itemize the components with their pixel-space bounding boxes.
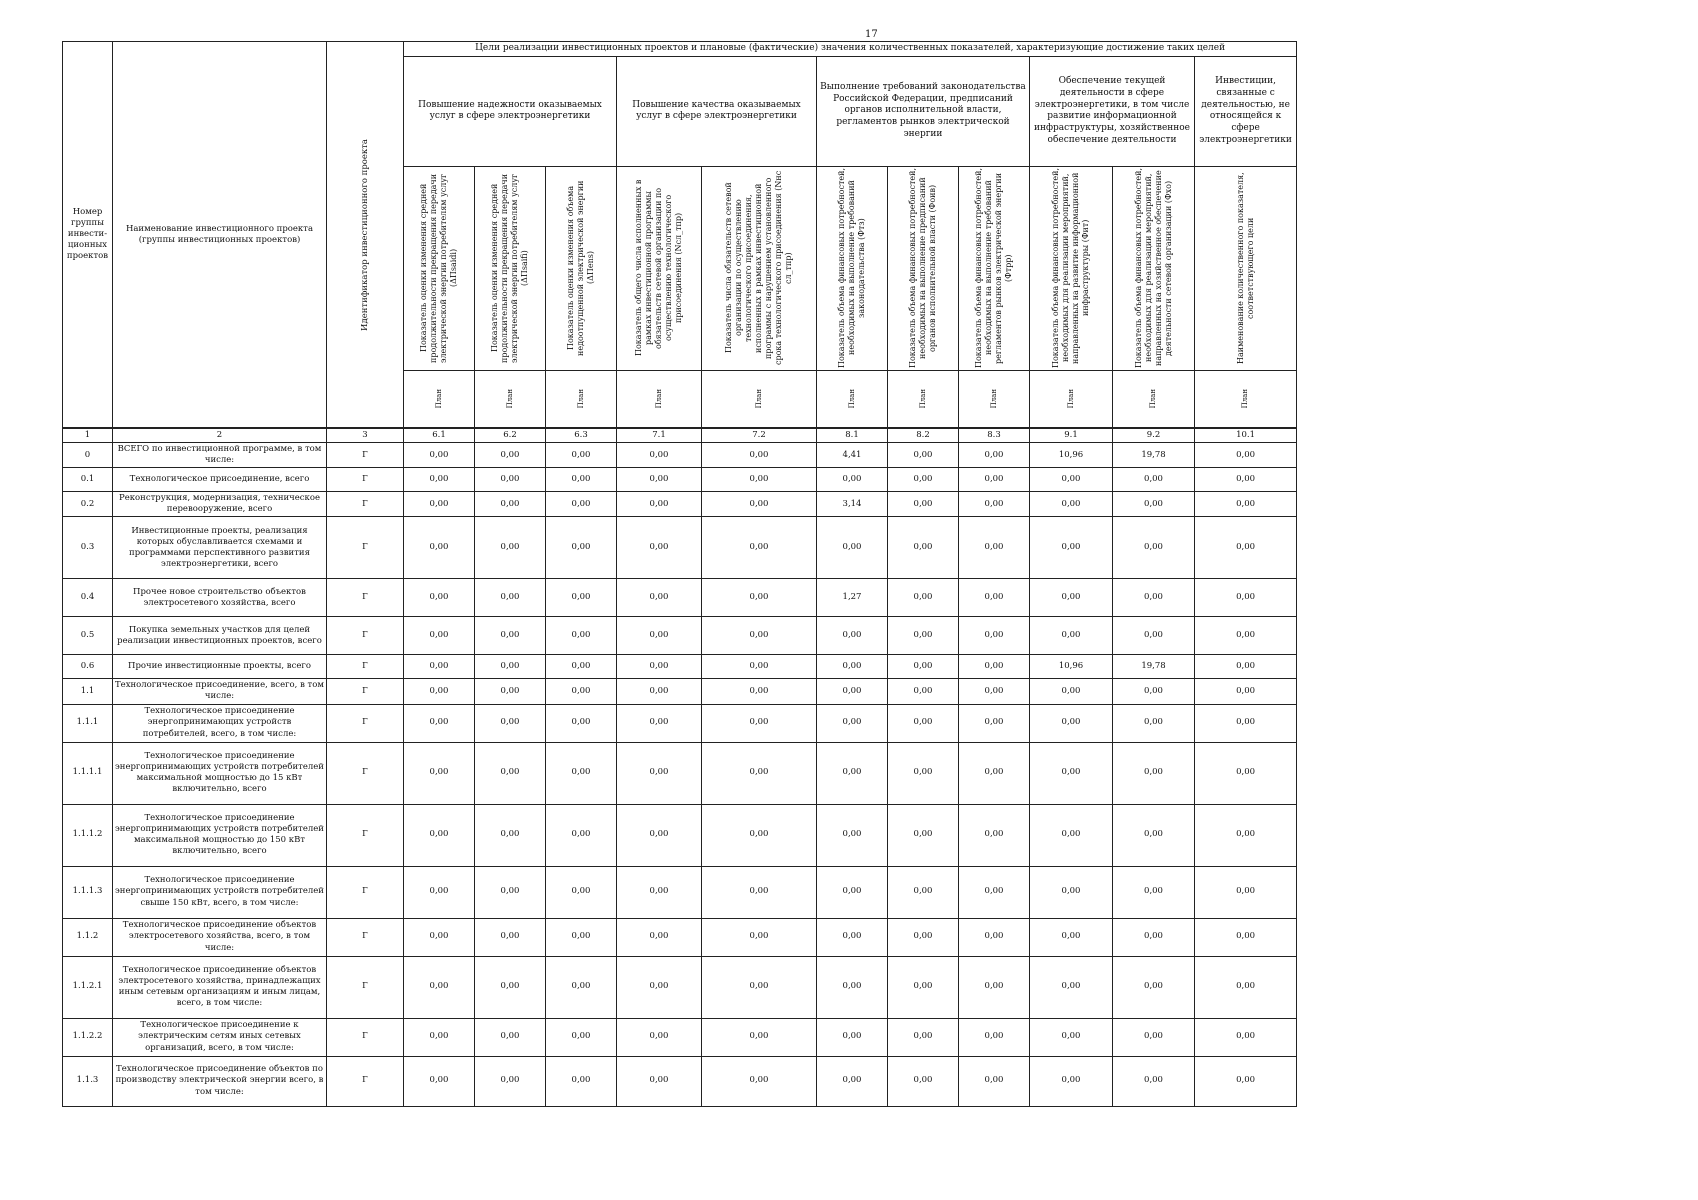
row-number: 1.1.2.2 bbox=[63, 1018, 113, 1056]
column-number: 7.1 bbox=[617, 428, 702, 443]
row-project-name: Реконструкция, модернизация, техническое перевооружение, всего bbox=[113, 492, 327, 517]
row-value: 0,00 bbox=[702, 579, 817, 617]
row-value: 0,00 bbox=[1195, 742, 1297, 804]
table-row bbox=[63, 468, 1297, 492]
column-number: 9.2 bbox=[1113, 428, 1195, 443]
column-number: 6.1 bbox=[404, 428, 475, 443]
header-indicator: Показатель объема финансовых потребностей, необходимых для реализации мероприятий, направленных на хозяйственное обеспечение деятельности сетевой организации (Фхо) bbox=[1113, 166, 1195, 370]
row-value: 0,00 bbox=[617, 679, 702, 704]
row-value: 0,00 bbox=[617, 956, 702, 1018]
header-plan-label: План bbox=[1195, 370, 1297, 428]
row-number: 1.1.1.1 bbox=[63, 742, 113, 804]
row-value: 0,00 bbox=[1195, 704, 1297, 742]
header-indicator: Показатель общего числа исполненных в рамках инвестиционной программы обязательств сетевой организации по осуществлению технологического присоединения (Nсл_тпр) bbox=[617, 166, 702, 370]
row-value: 0,00 bbox=[404, 804, 475, 866]
row-value: 0,00 bbox=[817, 517, 888, 579]
row-value: 0,00 bbox=[1030, 704, 1113, 742]
row-value: 0,00 bbox=[404, 704, 475, 742]
row-value: 0,00 bbox=[1195, 866, 1297, 918]
column-number: 8.2 bbox=[888, 428, 959, 443]
row-value: 0,00 bbox=[1113, 517, 1195, 579]
row-value: 0,00 bbox=[1030, 468, 1113, 492]
header-plan-label: План bbox=[546, 370, 617, 428]
row-value: 0,00 bbox=[404, 517, 475, 579]
row-number: 1.1.2.1 bbox=[63, 956, 113, 1018]
row-value: 0,00 bbox=[617, 704, 702, 742]
header-plan-label: План bbox=[617, 370, 702, 428]
row-value: 0,00 bbox=[475, 918, 546, 956]
row-value: 0,00 bbox=[1113, 956, 1195, 1018]
row-value: 0,00 bbox=[617, 918, 702, 956]
row-number: 1.1.3 bbox=[63, 1056, 113, 1106]
row-value: 0,00 bbox=[475, 704, 546, 742]
row-value: 0,00 bbox=[617, 866, 702, 918]
row-number: 1.1.2 bbox=[63, 918, 113, 956]
row-value: 0,00 bbox=[617, 443, 702, 468]
header-plan-label: План bbox=[702, 370, 817, 428]
row-number: 1.1.1 bbox=[63, 704, 113, 742]
row-value: 0,00 bbox=[888, 617, 959, 655]
row-value: 0,00 bbox=[959, 517, 1030, 579]
row-value: 0,00 bbox=[702, 1056, 817, 1106]
table-row bbox=[63, 866, 1297, 918]
column-number: 2 bbox=[113, 428, 327, 443]
row-value: 0,00 bbox=[617, 517, 702, 579]
row-value: 0,00 bbox=[1030, 617, 1113, 655]
row-value: 0,00 bbox=[404, 866, 475, 918]
header-group-quality: Повышение качества оказываемых услуг в сфере электроэнергетики bbox=[617, 56, 817, 166]
table-row bbox=[63, 492, 1297, 517]
row-project-id: Г bbox=[327, 918, 404, 956]
row-value: 0,00 bbox=[546, 492, 617, 517]
table-row bbox=[63, 655, 1297, 679]
header-plan-label: План bbox=[1113, 370, 1195, 428]
row-project-name: ВСЕГО по инвестиционной программе, в том числе: bbox=[113, 443, 327, 468]
row-value: 0,00 bbox=[1030, 866, 1113, 918]
row-value: 0,00 bbox=[404, 742, 475, 804]
row-value: 0,00 bbox=[475, 468, 546, 492]
row-value: 0,00 bbox=[888, 742, 959, 804]
row-value: 0,00 bbox=[1195, 579, 1297, 617]
column-number: 6.3 bbox=[546, 428, 617, 443]
row-value: 0,00 bbox=[404, 679, 475, 704]
row-value: 0,00 bbox=[817, 742, 888, 804]
row-value: 0,00 bbox=[959, 1018, 1030, 1056]
row-value: 0,00 bbox=[1113, 918, 1195, 956]
row-value: 0,00 bbox=[888, 804, 959, 866]
row-value: 0,00 bbox=[702, 804, 817, 866]
row-value: 0,00 bbox=[702, 468, 817, 492]
row-value: 0,00 bbox=[1030, 1056, 1113, 1106]
row-value: 0,00 bbox=[959, 804, 1030, 866]
row-value: 0,00 bbox=[475, 956, 546, 1018]
row-value: 0,00 bbox=[817, 1056, 888, 1106]
row-value: 0,00 bbox=[817, 866, 888, 918]
row-value: 0,00 bbox=[1113, 1056, 1195, 1106]
row-value: 0,00 bbox=[1195, 1018, 1297, 1056]
row-value: 0,00 bbox=[404, 617, 475, 655]
row-value: 0,00 bbox=[546, 918, 617, 956]
row-project-id: Г bbox=[327, 804, 404, 866]
header-indicator: Показатель оценки изменения объема недоотпущенной электрической энергии (ΔПens) bbox=[546, 166, 617, 370]
row-value: 0,00 bbox=[546, 579, 617, 617]
table-row bbox=[63, 617, 1297, 655]
column-number: 10.1 bbox=[1195, 428, 1297, 443]
row-value: 3,14 bbox=[817, 492, 888, 517]
row-value: 19,78 bbox=[1113, 443, 1195, 468]
column-number: 6.2 bbox=[475, 428, 546, 443]
header-indicator: Показатель оценки изменения средней продолжительности прекращения передачи электрической энергии потребителям услуг (ΔПsaifi) bbox=[475, 166, 546, 370]
row-value: 0,00 bbox=[404, 443, 475, 468]
row-value: 0,00 bbox=[475, 679, 546, 704]
table-row bbox=[63, 517, 1297, 579]
row-value: 0,00 bbox=[546, 956, 617, 1018]
row-value: 0,00 bbox=[1030, 679, 1113, 704]
row-value: 0,00 bbox=[546, 655, 617, 679]
row-value: 0,00 bbox=[817, 617, 888, 655]
row-value: 0,00 bbox=[888, 443, 959, 468]
page-number: 17 bbox=[865, 29, 878, 40]
row-value: 10,96 bbox=[1030, 443, 1113, 468]
column-number: 7.2 bbox=[702, 428, 817, 443]
row-value: 0,00 bbox=[888, 956, 959, 1018]
row-value: 0,00 bbox=[702, 866, 817, 918]
row-value: 0,00 bbox=[617, 655, 702, 679]
row-value: 0,00 bbox=[702, 1018, 817, 1056]
row-value: 0,00 bbox=[817, 704, 888, 742]
row-project-id: Г bbox=[327, 492, 404, 517]
investment-goals-table bbox=[62, 41, 1297, 1107]
row-value: 0,00 bbox=[959, 1056, 1030, 1106]
table-row bbox=[63, 679, 1297, 704]
row-value: 0,00 bbox=[404, 956, 475, 1018]
row-value: 0,00 bbox=[702, 704, 817, 742]
row-number: 0.1 bbox=[63, 468, 113, 492]
row-value: 0,00 bbox=[817, 804, 888, 866]
row-value: 0,00 bbox=[817, 918, 888, 956]
row-value: 0,00 bbox=[475, 443, 546, 468]
row-value: 0,00 bbox=[546, 866, 617, 918]
row-value: 0,00 bbox=[959, 866, 1030, 918]
row-value: 0,00 bbox=[959, 704, 1030, 742]
row-project-name: Технологическое присоединение энергопринимающих устройств потребителей максимальной мощностью до 150 кВт включительно, всего bbox=[113, 804, 327, 866]
header-project-name: Наименование инвестиционного проекта (группы инвестиционных проектов) bbox=[113, 42, 327, 429]
header-plan-label: План bbox=[888, 370, 959, 428]
row-value: 0,00 bbox=[475, 617, 546, 655]
column-number: 8.1 bbox=[817, 428, 888, 443]
header-project-id: Идентификатор инвестиционного проекта bbox=[327, 42, 404, 429]
header-indicator: Показатель объема финансовых потребностей, необходимых на выполнение требований регламентов рынков электрической энергии (Фтрр) bbox=[959, 166, 1030, 370]
row-value: 4,41 bbox=[817, 443, 888, 468]
row-project-id: Г bbox=[327, 443, 404, 468]
row-value: 0,00 bbox=[617, 492, 702, 517]
row-project-id: Г bbox=[327, 617, 404, 655]
row-value: 0,00 bbox=[546, 468, 617, 492]
row-value: 0,00 bbox=[1113, 1018, 1195, 1056]
row-number: 0.4 bbox=[63, 579, 113, 617]
header-group-legislation: Выполнение требований законодательства Российской Федерации, предписаний органов исполнительной власти, регламентов рынков электрической энергии bbox=[817, 56, 1030, 166]
row-value: 0,00 bbox=[1195, 918, 1297, 956]
row-value: 0,00 bbox=[888, 704, 959, 742]
row-value: 0,00 bbox=[1195, 617, 1297, 655]
table-row bbox=[63, 804, 1297, 866]
row-value: 0,00 bbox=[888, 517, 959, 579]
row-value: 0,00 bbox=[817, 1018, 888, 1056]
row-project-id: Г bbox=[327, 956, 404, 1018]
row-project-name: Технологическое присоединение объектов по производству электрической энергии всего, в том числе: bbox=[113, 1056, 327, 1106]
row-value: 0,00 bbox=[546, 679, 617, 704]
row-value: 0,00 bbox=[959, 492, 1030, 517]
row-project-id: Г bbox=[327, 704, 404, 742]
row-value: 0,00 bbox=[617, 1056, 702, 1106]
row-value: 0,00 bbox=[1195, 468, 1297, 492]
row-value: 0,00 bbox=[702, 742, 817, 804]
row-value: 0,00 bbox=[1030, 517, 1113, 579]
header-indicator: Наименование количественного показателя, соответствующего цели bbox=[1195, 166, 1297, 370]
row-value: 0,00 bbox=[959, 918, 1030, 956]
table-row bbox=[63, 1056, 1297, 1106]
row-value: 0,00 bbox=[1113, 742, 1195, 804]
row-value: 0,00 bbox=[702, 517, 817, 579]
row-value: 0,00 bbox=[888, 866, 959, 918]
row-value: 0,00 bbox=[888, 579, 959, 617]
row-value: 0,00 bbox=[888, 468, 959, 492]
header-plan-label: План bbox=[475, 370, 546, 428]
row-project-id: Г bbox=[327, 742, 404, 804]
row-value: 0,00 bbox=[546, 704, 617, 742]
row-number: 1.1.1.3 bbox=[63, 866, 113, 918]
header-indicator: Показатель объема финансовых потребностей, необходимых на выполнение предписаний органов исполнительной власти (Фоив) bbox=[888, 166, 959, 370]
row-value: 0,00 bbox=[617, 804, 702, 866]
row-value: 0,00 bbox=[404, 468, 475, 492]
row-value: 0,00 bbox=[546, 1018, 617, 1056]
row-number: 1.1.1.2 bbox=[63, 804, 113, 866]
row-value: 0,00 bbox=[888, 679, 959, 704]
row-project-id: Г bbox=[327, 468, 404, 492]
column-number: 8.3 bbox=[959, 428, 1030, 443]
row-value: 0,00 bbox=[1113, 468, 1195, 492]
row-value: 0,00 bbox=[1030, 918, 1113, 956]
row-project-id: Г bbox=[327, 1018, 404, 1056]
row-value: 0,00 bbox=[475, 866, 546, 918]
header-indicator: Показатель оценки изменения средней продолжительности прекращения передачи электрической энергии потребителям услуг (ΔПsaidi) bbox=[404, 166, 475, 370]
row-value: 0,00 bbox=[404, 1056, 475, 1106]
table-row bbox=[63, 443, 1297, 468]
row-value: 0,00 bbox=[1195, 679, 1297, 704]
row-project-id: Г bbox=[327, 655, 404, 679]
row-value: 0,00 bbox=[702, 655, 817, 679]
row-value: 0,00 bbox=[888, 655, 959, 679]
column-number: 1 bbox=[63, 428, 113, 443]
row-value: 0,00 bbox=[702, 443, 817, 468]
header-group-non-energy: Инвестиции, связанные с деятельностью, не относящейся к сфере электроэнергетики bbox=[1195, 56, 1297, 166]
row-value: 0,00 bbox=[1195, 443, 1297, 468]
row-value: 0,00 bbox=[959, 468, 1030, 492]
row-value: 0,00 bbox=[475, 579, 546, 617]
row-value: 0,00 bbox=[546, 617, 617, 655]
row-value: 0,00 bbox=[475, 492, 546, 517]
row-value: 0,00 bbox=[959, 655, 1030, 679]
row-value: 0,00 bbox=[1195, 492, 1297, 517]
row-project-name: Покупка земельных участков для целей реализации инвестиционных проектов, всего bbox=[113, 617, 327, 655]
row-number: 1.1 bbox=[63, 679, 113, 704]
row-value: 0,00 bbox=[817, 956, 888, 1018]
row-value: 0,00 bbox=[1113, 679, 1195, 704]
header-group-number: Номер группы инвести-ционных проектов bbox=[63, 42, 113, 429]
row-value: 0,00 bbox=[1195, 956, 1297, 1018]
row-value: 0,00 bbox=[1113, 804, 1195, 866]
row-project-name: Технологическое присоединение, всего, в том числе: bbox=[113, 679, 327, 704]
header-plan-label: План bbox=[404, 370, 475, 428]
column-number: 9.1 bbox=[1030, 428, 1113, 443]
header-indicator: Показатель объема финансовых потребностей, необходимых на выполнение требований законодательства (Фтз) bbox=[817, 166, 888, 370]
row-value: 0,00 bbox=[888, 918, 959, 956]
row-project-name: Технологическое присоединение, всего bbox=[113, 468, 327, 492]
row-number: 0.3 bbox=[63, 517, 113, 579]
row-value: 0,00 bbox=[546, 1056, 617, 1106]
row-project-name: Технологическое присоединение энергопринимающих устройств потребителей свыше 150 кВт, всего, в том числе: bbox=[113, 866, 327, 918]
row-value: 0,00 bbox=[1195, 804, 1297, 866]
row-value: 0,00 bbox=[617, 742, 702, 804]
row-value: 0,00 bbox=[546, 804, 617, 866]
row-value: 0,00 bbox=[1030, 579, 1113, 617]
row-number: 0.5 bbox=[63, 617, 113, 655]
row-value: 0,00 bbox=[475, 742, 546, 804]
header-group-operations: Обеспечение текущей деятельности в сфере электроэнергетики, в том числе развитие информационной инфраструктуры, хозяйственное обеспечение деятельности bbox=[1030, 56, 1195, 166]
header-indicator: Показатель объема финансовых потребностей, необходимых для реализации мероприятий, направленных на развитие информационной инфраструктуры (Фит) bbox=[1030, 166, 1113, 370]
row-value: 0,00 bbox=[1030, 742, 1113, 804]
row-value: 0,00 bbox=[1030, 804, 1113, 866]
row-value: 0,00 bbox=[404, 918, 475, 956]
row-value: 0,00 bbox=[817, 655, 888, 679]
row-value: 0,00 bbox=[702, 918, 817, 956]
row-value: 0,00 bbox=[888, 1018, 959, 1056]
row-value: 0,00 bbox=[1195, 1056, 1297, 1106]
row-value: 0,00 bbox=[702, 617, 817, 655]
row-value: 0,00 bbox=[404, 655, 475, 679]
row-value: 0,00 bbox=[475, 1018, 546, 1056]
row-value: 0,00 bbox=[404, 579, 475, 617]
row-project-id: Г bbox=[327, 517, 404, 579]
row-project-id: Г bbox=[327, 579, 404, 617]
row-value: 0,00 bbox=[1195, 655, 1297, 679]
row-value: 0,00 bbox=[1030, 1018, 1113, 1056]
row-project-name: Технологическое присоединение энергопринимающих устройств потребителей, всего, в том числе: bbox=[113, 704, 327, 742]
row-project-id: Г bbox=[327, 866, 404, 918]
row-value: 0,00 bbox=[959, 617, 1030, 655]
header-group-reliability: Повышение надежности оказываемых услуг в сфере электроэнергетики bbox=[404, 56, 617, 166]
header-goals-title: Цели реализации инвестиционных проектов и плановые (фактические) значения количественных показателей, характеризующие достижение таких целей bbox=[404, 42, 1297, 57]
row-value: 0,00 bbox=[404, 1018, 475, 1056]
row-value: 0,00 bbox=[817, 468, 888, 492]
row-project-id: Г bbox=[327, 679, 404, 704]
row-value: 1,27 bbox=[817, 579, 888, 617]
row-value: 0,00 bbox=[1113, 866, 1195, 918]
row-value: 0,00 bbox=[1030, 492, 1113, 517]
row-project-name: Прочие инвестиционные проекты, всего bbox=[113, 655, 327, 679]
row-value: 0,00 bbox=[475, 655, 546, 679]
row-value: 0,00 bbox=[888, 1056, 959, 1106]
row-value: 0,00 bbox=[617, 468, 702, 492]
row-value: 0,00 bbox=[475, 804, 546, 866]
table-row bbox=[63, 1018, 1297, 1056]
row-value: 10,96 bbox=[1030, 655, 1113, 679]
header-plan-label: План bbox=[817, 370, 888, 428]
row-number: 0.6 bbox=[63, 655, 113, 679]
row-value: 0,00 bbox=[1030, 956, 1113, 1018]
row-value: 0,00 bbox=[617, 617, 702, 655]
row-project-name: Технологическое присоединение объектов электросетевого хозяйства, всего, в том числе: bbox=[113, 918, 327, 956]
row-value: 0,00 bbox=[617, 579, 702, 617]
row-project-name: Технологическое присоединение объектов электросетевого хозяйства, принадлежащих иным сетевым организациям и иным лицам, всего, в том числе: bbox=[113, 956, 327, 1018]
table-row bbox=[63, 579, 1297, 617]
table-row bbox=[63, 956, 1297, 1018]
header-indicator: Показатель числа обязательств сетевой организации по осуществлению технологического присоединения, исполненных в рамках инвестиционной программы с нарушением установленного срока технологического присоединения (Nнс сл_тпр) bbox=[702, 166, 817, 370]
header-plan-label: План bbox=[1030, 370, 1113, 428]
row-value: 0,00 bbox=[959, 742, 1030, 804]
row-value: 0,00 bbox=[959, 956, 1030, 1018]
row-value: 0,00 bbox=[1113, 617, 1195, 655]
row-value: 0,00 bbox=[702, 956, 817, 1018]
table-row bbox=[63, 742, 1297, 804]
row-value: 0,00 bbox=[617, 1018, 702, 1056]
column-number: 3 bbox=[327, 428, 404, 443]
table-row bbox=[63, 918, 1297, 956]
table-row bbox=[63, 704, 1297, 742]
row-value: 19,78 bbox=[1113, 655, 1195, 679]
row-number: 0 bbox=[63, 443, 113, 468]
row-project-name: Технологическое присоединение энергопринимающих устройств потребителей максимальной мощностью до 15 кВт включительно, всего bbox=[113, 742, 327, 804]
row-value: 0,00 bbox=[1113, 579, 1195, 617]
row-value: 0,00 bbox=[817, 679, 888, 704]
row-value: 0,00 bbox=[1195, 517, 1297, 579]
row-project-name: Технологическое присоединение к электрическим сетям иных сетевых организаций, всего, в том числе: bbox=[113, 1018, 327, 1056]
row-value: 0,00 bbox=[959, 679, 1030, 704]
row-value: 0,00 bbox=[702, 492, 817, 517]
row-number: 0.2 bbox=[63, 492, 113, 517]
row-value: 0,00 bbox=[959, 443, 1030, 468]
row-value: 0,00 bbox=[1113, 492, 1195, 517]
row-value: 0,00 bbox=[475, 517, 546, 579]
row-value: 0,00 bbox=[546, 517, 617, 579]
row-value: 0,00 bbox=[546, 742, 617, 804]
row-value: 0,00 bbox=[546, 443, 617, 468]
row-value: 0,00 bbox=[702, 679, 817, 704]
row-project-name: Прочее новое строительство объектов электросетевого хозяйства, всего bbox=[113, 579, 327, 617]
row-project-id: Г bbox=[327, 1056, 404, 1106]
row-value: 0,00 bbox=[404, 492, 475, 517]
row-value: 0,00 bbox=[1113, 704, 1195, 742]
row-value: 0,00 bbox=[888, 492, 959, 517]
row-value: 0,00 bbox=[959, 579, 1030, 617]
header-plan-label: План bbox=[959, 370, 1030, 428]
row-project-name: Инвестиционные проекты, реализация которых обуславливается схемами и программами перспективного развития электроэнергетики, всего bbox=[113, 517, 327, 579]
row-value: 0,00 bbox=[475, 1056, 546, 1106]
